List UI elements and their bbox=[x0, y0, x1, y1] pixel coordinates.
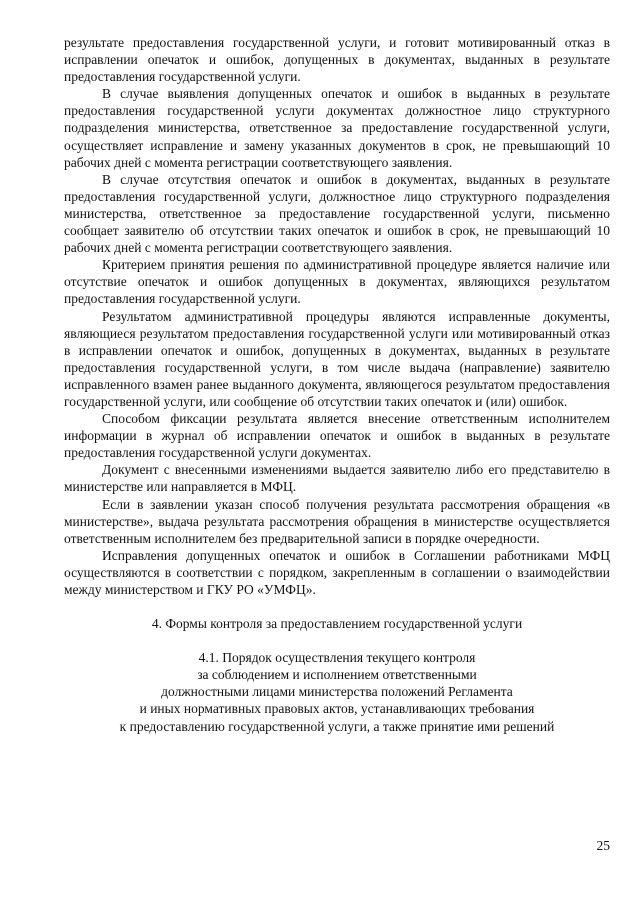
paragraph-no-errors: В случае отсутствия опечаток и ошибок в документах, выданных в результате предоставления государственной услуги, должностное лицо структурного подразделения министерства, ответственное за предоставление государственной услуги, письменно сообщает заявителю об отсутствии таких опечаток и ошибок в срок, не превышающий 10 рабочих дней с момента регистрации соответствующего заявления. bbox=[64, 171, 610, 256]
paragraph-recording-method: Способом фиксации результата является внесение ответственным исполнителем информации в журнал об исправлении опечаток и ошибок в выданных в результате предоставления государственной услуги документах. bbox=[64, 411, 610, 461]
section-heading: 4. Формы контроля за предоставлением государственной услуги bbox=[151, 616, 523, 632]
paragraph-mfc-corrections: Исправления допущенных опечаток и ошибок в Соглашении работниками МФЦ осуществляются в соответствии с порядком, закрепленным в соглашении о взаимодействии между министерством и ГКУ РО «УМФЦ». bbox=[64, 547, 610, 597]
paragraph-decision-criterion: Критерием принятия решения по административной процедуре является наличие или отсутствие опечаток и ошибок допущенных в документах, являющихся результатом предоставления государственной услуги. bbox=[64, 257, 610, 307]
subsection-heading-line: и иных нормативных правовых актов, устанавливающих требования bbox=[139, 701, 535, 717]
subsection-heading-line: должностными лицами министерства положений Регламента bbox=[161, 684, 513, 700]
paragraph-errors-found: В случае выявления допущенных опечаток и ошибок в выданных в результате предоставления государственной услуги документах должностное лицо структурного подразделения министерства, ответственное за предоставление государственной услуги, осуществляет исправление и замену указанных документов в срок, не превышающий 10 рабочих дней с момента регистрации соответствующего заявления. bbox=[64, 86, 610, 170]
page-body bbox=[64, 34, 610, 735]
subsection-heading bbox=[64, 649, 610, 734]
subsection-heading-line: к предоставлению государственной услуги, а также принятие ими решений bbox=[119, 718, 555, 734]
subsection-heading-line: за соблюдением и исполнением ответственными bbox=[197, 667, 477, 683]
subsection-heading-line: 4.1. Порядок осуществления текущего контроля bbox=[198, 650, 476, 666]
paragraph-in-ministry: Если в заявлении указан способ получения результата рассмотрения обращения «в министерстве», выдача результата рассмотрения обращения в министерстве осуществляется ответственным исполнителем без предварительной записи в порядке очередности. bbox=[64, 496, 610, 546]
paragraph-procedure-result: Результатом административной процедуры являются исправленные документы, являющиеся результатом предоставления государственной услуги или мотивированный отказ в исправлении опечаток и ошибок, допущенных в документах, выданных в результате предоставления государственной услуги, в том числе выдача (направление) заявителю исправленного взамен ранее выданного документа, являющегося результатом предоставления государственной услуги, или сообщение об отсутствии таких опечаток и (или) ошибок. bbox=[64, 308, 610, 409]
paragraph-document-issue: Документ с внесенными изменениями выдается заявителю либо его представителю в министерстве или направляется в МФЦ. bbox=[64, 462, 610, 495]
paragraph-continuation: результате предоставления государственной услуги, и готовит мотивированный отказ в исправлении опечаток и ошибок, допущенных в документах, выданных в результате предоставления государственной услуги. bbox=[64, 35, 610, 85]
page-number: 25 bbox=[596, 838, 610, 853]
